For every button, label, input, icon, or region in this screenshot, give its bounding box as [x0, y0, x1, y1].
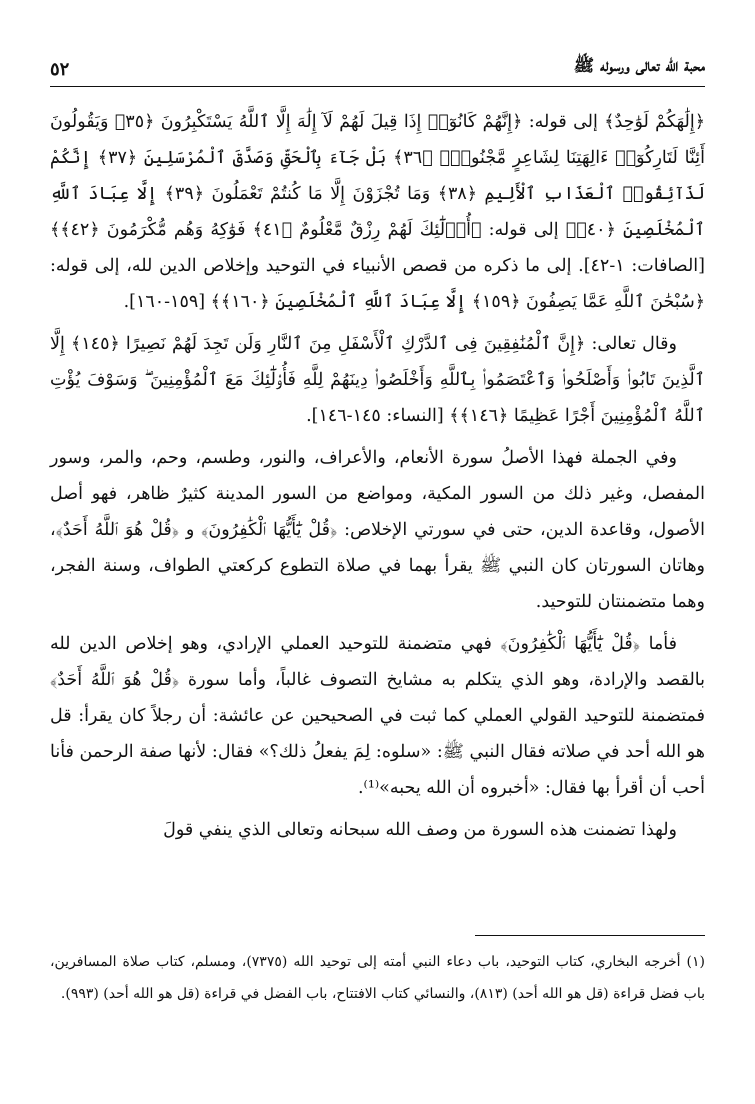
page-header [50, 52, 705, 87]
paragraph-3: وفي الجملة فهذا الأصلُ سورة الأنعام، والأعراف، والنور، وطسم، وحم، والمر، وسور المفصل، وغير ذلك من السور المكية، ومواضع من السور المدينة كثيرٌ ظاهر، فهو أصل الأصول، وقاعدة الدين، حتى في سورتي الإخلاص: ﴿قُلْ يَٰٓأَيُّهَا ٱلْكَٰفِرُونَ﴾ و ﴿قُلْ هُوَ ٱللَّهُ أَحَدٌ﴾، وهاتان السورتان كان النبي ﷺ يقرأ بهما في صلاة التطوع كركعتي الطواف، وسنة الفجر، وهما متضمنتان للتوحيد. [50, 448, 705, 612]
book-page [50, 0, 705, 1104]
footnote-1: (١) أخرجه البخاري، كتاب التوحيد، باب دعاء النبي أمته إلى توحيد الله (٧٣٧٥)، ومسلم، كتاب صلاة المسافرين، باب فضل قراءة (قل هو الله أحد) (٨١٣)، والنسائي كتاب الافتتاح، باب الفضل في قراءة (قل هو الله أحد) (٩٩٣). [50, 954, 705, 1002]
running-title: محبة الله تعالى ورسوله ﷺ [573, 56, 705, 76]
footnote-divider [475, 935, 705, 936]
footnotes [50, 946, 705, 1010]
main-text [50, 104, 705, 854]
paragraph-1: ﴿إِلَٰهَكُمْ لَوَٰحِدٌ﴾ إلى قوله: ﴿إِنَّهُمْ كَانُوٓا۟ إِذَا قِيلَ لَهُمْ لَآ إِلَٰهَ إِلَّا ٱللَّهُ يَسْتَكْبِرُونَ ﴿٣٥﴾ وَيَقُولُونَ أَئِنَّا لَتَارِكُوٓا۟ ءَالِهَتِنَا لِشَاعِرٍ مَّجْنُونٍۭ ﴿٣٦﴾ بَلْ جَآءَ بِٱلْحَقِّ وَصَدَّقَ ٱلْمُرْسَلِينَ ﴿٣٧﴾ إِنَّكُمْ لَذَآئِقُوا۟ ٱلْعَذَابِ ٱلْأَلِيمِ ﴿٣٨﴾ وَمَا تُجْزَوْنَ إِلَّا مَا كُنتُمْ تَعْمَلُونَ ﴿٣٩﴾ إِلَّا عِبَادَ ٱللَّهِ ٱلْمُخْلَصِينَ ﴿٤٠﴾﴾ إلى قوله: ﴿أُو۟لَٰٓئِكَ لَهُمْ رِزْقٌ مَّعْلُومٌ ﴿٤١﴾ فَوَٰكِهُ وَهُم مُّكْرَمُونَ ﴿٤٢﴾﴾ [الصافات: ١-٤٢]. إلى ما ذكره من قصص الأنبياء في التوحيد وإخلاص الدين لله، إلى قوله: ﴿سُبْحَٰنَ ٱللَّهِ عَمَّا يَصِفُونَ ﴿١٥٩﴾ إِلَّا عِبَادَ ٱللَّهِ ٱلْمُخْلَصِينَ ﴿١٦٠﴾﴾ [١٥٩-١٦٠]. [50, 112, 705, 312]
page-number: ٥٢ [50, 59, 70, 80]
paragraph-5: ولهذا تضمنت هذه السورة من وصف الله سبحانه وتعالى الذي ينفي قولَ [163, 820, 677, 840]
paragraph-2: وقال تعالى: ﴿إِنَّ ٱلْمُنَٰفِقِينَ فِى ٱلدَّرْكِ ٱلْأَسْفَلِ مِنَ ٱلنَّارِ وَلَن تَجِدَ لَهُمْ نَصِيرًا ﴿١٤٥﴾ إِلَّا ٱلَّذِينَ تَابُوا۟ وَأَصْلَحُوا۟ وَٱعْتَصَمُوا۟ بِٱللَّهِ وَأَخْلَصُوا۟ دِينَهُمْ لِلَّهِ فَأُو۟لَٰٓئِكَ مَعَ ٱلْمُؤْمِنِينَ ۖ وَسَوْفَ يُؤْتِ ٱللَّهُ ٱلْمُؤْمِنِينَ أَجْرًا عَظِيمًا ﴿١٤٦﴾﴾ [النساء: ١٤٥-١٤٦]. [50, 334, 705, 426]
paragraph-4: فأما ﴿قُلْ يَٰٓأَيُّهَا ٱلْكَٰفِرُونَ﴾ فهي متضمنة للتوحيد العملي الإرادي، وهو إخلاص الدين لله بالقصد والإرادة، وهو الذي يتكلم به مشايخ التصوف غالباً، وأما سورة ﴿قُلْ هُوَ ٱللَّهُ أَحَدٌ﴾ فمتضمنة للتوحيد القولي العملي كما ثبت في الصحيحين عن عائشة: أن رجلاً كان يقرأ: قل هو الله أحد في صلاته فقال النبي ﷺ: «سلوه: لِمَ يفعلُ ذلك؟» فقال: لأنها صفة الرحمن فأنا أحب أن أقرأ بها فقال: «أخبروه أن الله يحبه»⁽¹⁾. [50, 634, 705, 798]
